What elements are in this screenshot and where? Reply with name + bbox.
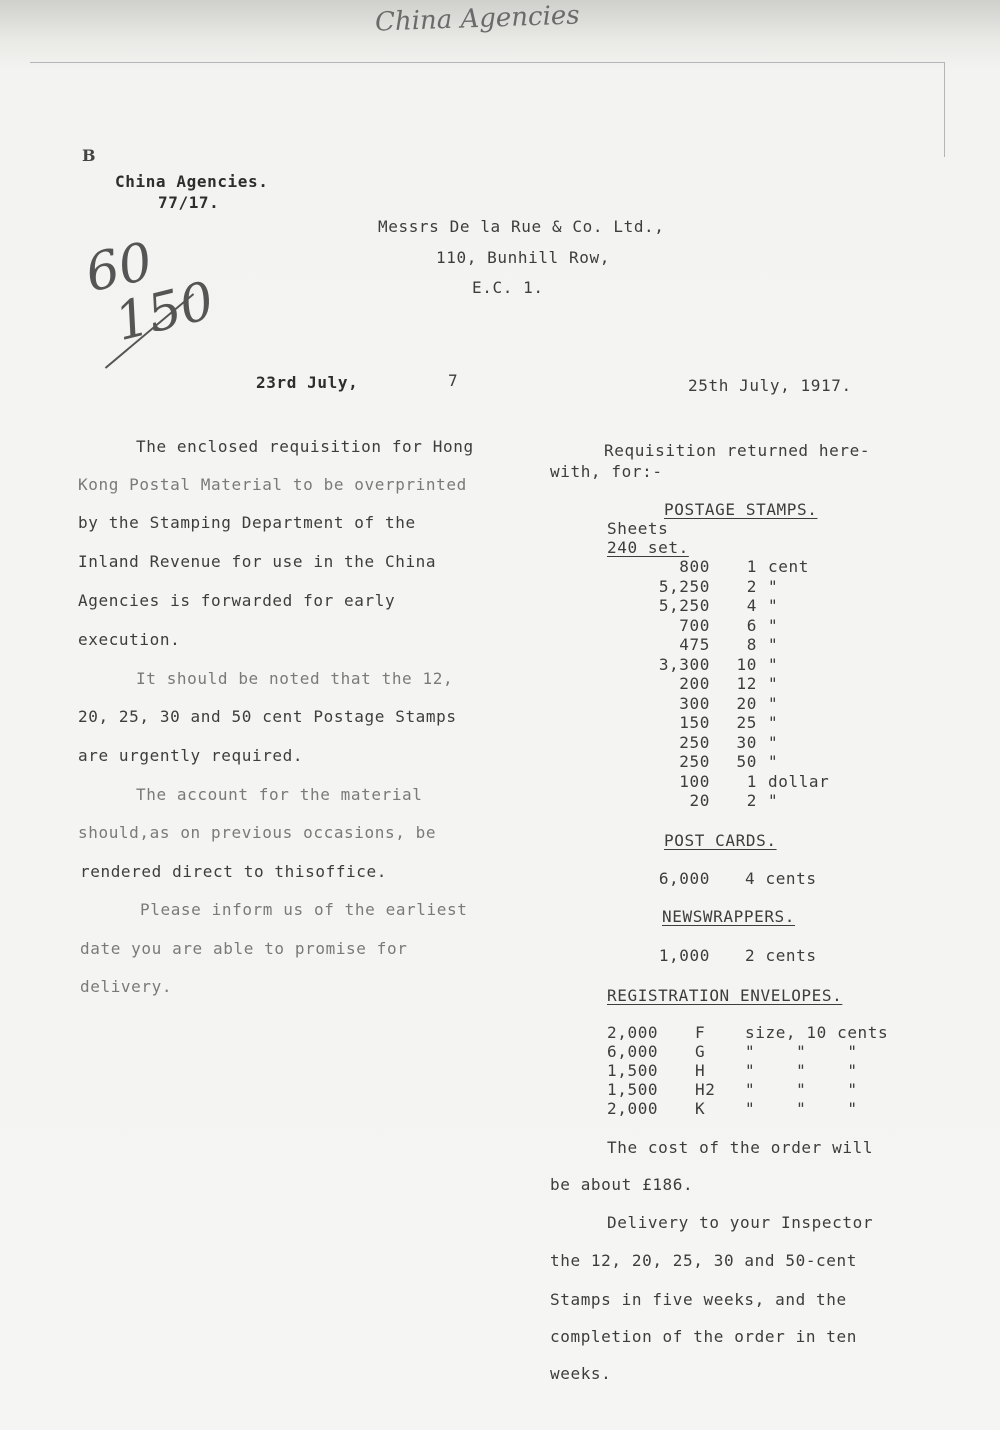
postage-value: 1 bbox=[746, 557, 757, 576]
postage-unit: dollar bbox=[768, 771, 830, 791]
closing-line: Delivery to your Inspector bbox=[607, 1213, 874, 1232]
registration-detail: " " " bbox=[745, 1042, 858, 1061]
newswrappers-heading: NEWSWRAPPERS. bbox=[662, 907, 796, 926]
addressee-line-2: 110, Bunhill Row, bbox=[436, 248, 610, 267]
postage-qty: 20 bbox=[689, 791, 710, 810]
sheets-label: Sheets bbox=[607, 519, 669, 538]
closing-line: The cost of the order will bbox=[607, 1138, 874, 1157]
handwritten-fraction-top: 60 bbox=[80, 231, 158, 305]
left-line: by the Stamping Department of the bbox=[78, 513, 416, 532]
postage-value: 30 bbox=[736, 732, 757, 752]
closing-line: Stamps in five weeks, and the bbox=[550, 1290, 847, 1309]
addressee-line-3: E.C. 1. bbox=[472, 278, 544, 297]
right-date: 25th July, 1917. bbox=[688, 376, 852, 395]
left-line: It should be noted that the 12, bbox=[136, 669, 454, 688]
postage-value: 50 bbox=[736, 752, 757, 771]
postage-qty: 5,250 bbox=[658, 576, 710, 596]
postage-value: 1 bbox=[746, 771, 757, 791]
postage-qty: 3,300 bbox=[658, 654, 710, 674]
postage-value: 8 bbox=[746, 635, 757, 654]
postage-unit: " bbox=[768, 596, 779, 615]
right-border-line bbox=[944, 62, 945, 157]
postage-unit: " bbox=[768, 752, 779, 771]
left-line: The enclosed requisition for Hong bbox=[136, 437, 474, 456]
postage-qty: 300 bbox=[679, 693, 710, 713]
file-ref-title: China Agencies. bbox=[115, 172, 269, 191]
left-line: delivery. bbox=[80, 977, 173, 996]
left-line: are urgently required. bbox=[78, 746, 304, 765]
requisition-intro-2: with, for:- bbox=[550, 462, 663, 481]
postage-qty: 150 bbox=[679, 713, 710, 732]
registration-qty: 1,500 bbox=[607, 1061, 659, 1080]
left-line: Inland Revenue for use in the China bbox=[78, 552, 437, 571]
postage-qty: 800 bbox=[679, 557, 710, 576]
left-line: execution. bbox=[78, 630, 181, 649]
left-line: should,as on previous occasions, be bbox=[78, 823, 437, 842]
registration-size: H2 bbox=[695, 1080, 716, 1099]
postage-qty: 475 bbox=[679, 635, 710, 654]
closing-line: the 12, 20, 25, 30 and 50-cent bbox=[550, 1251, 857, 1270]
left-line: The account for the material bbox=[136, 785, 423, 804]
registration-detail: size, 10 cents bbox=[745, 1023, 889, 1042]
registration-envelopes-heading: REGISTRATION ENVELOPES. bbox=[607, 986, 843, 1005]
left-line: rendered direct to thisoffice. bbox=[80, 862, 387, 881]
postage-stamps-heading: POSTAGE STAMPS. bbox=[664, 500, 818, 519]
postage-value: 2 bbox=[746, 791, 757, 810]
postage-unit: " bbox=[768, 635, 779, 654]
postage-unit: " bbox=[768, 791, 779, 810]
newswrappers-desc: 2 cents bbox=[745, 946, 817, 965]
post-cards-desc: 4 cents bbox=[745, 869, 817, 888]
registration-qty: 2,000 bbox=[607, 1023, 659, 1042]
postage-qty: 100 bbox=[679, 771, 710, 791]
handwritten-fraction-bottom: 150 bbox=[109, 270, 221, 354]
postage-value: 2 bbox=[746, 576, 757, 596]
closing-line: weeks. bbox=[550, 1364, 612, 1383]
top-border-line bbox=[30, 62, 945, 63]
margin-mark: B bbox=[82, 146, 96, 165]
postage-qty: 200 bbox=[679, 674, 710, 693]
closing-line: be about £186. bbox=[550, 1175, 694, 1194]
closing-line: completion of the order in ten bbox=[550, 1327, 857, 1346]
postage-unit: " bbox=[768, 615, 779, 635]
left-line: Please inform us of the earliest bbox=[140, 900, 468, 919]
postage-unit: " bbox=[768, 576, 779, 596]
registration-detail: " " " bbox=[745, 1080, 858, 1099]
postage-value: 20 bbox=[736, 693, 757, 713]
requisition-intro-1: Requisition returned here- bbox=[604, 441, 871, 460]
postage-value: 12 bbox=[736, 674, 757, 693]
registration-size: H bbox=[695, 1061, 706, 1080]
postage-qty: 250 bbox=[679, 732, 710, 752]
sheets-set: 240 set. bbox=[607, 538, 689, 557]
postage-unit: " bbox=[768, 654, 779, 674]
postage-value: 6 bbox=[746, 615, 757, 635]
left-date-number: 7 bbox=[448, 371, 459, 390]
registration-size: K bbox=[695, 1099, 706, 1118]
registration-detail: " " " bbox=[745, 1099, 858, 1118]
left-date: 23rd July, bbox=[256, 373, 359, 392]
file-ref-number: 77/17. bbox=[158, 193, 220, 212]
registration-detail: " " " bbox=[745, 1061, 858, 1080]
postage-unit: cent bbox=[768, 557, 809, 576]
postage-value: 4 bbox=[746, 596, 757, 615]
left-line: 20, 25, 30 and 50 cent Postage Stamps bbox=[78, 707, 457, 726]
postage-unit: " bbox=[768, 732, 779, 752]
registration-size: F bbox=[695, 1023, 706, 1042]
postage-value: 10 bbox=[736, 654, 757, 674]
postage-unit: " bbox=[768, 693, 779, 713]
registration-qty: 1,500 bbox=[607, 1080, 659, 1099]
post-cards-heading: POST CARDS. bbox=[664, 831, 777, 850]
post-cards-qty: 6,000 bbox=[658, 869, 710, 888]
registration-size: G bbox=[695, 1042, 706, 1061]
postage-unit: " bbox=[768, 674, 779, 693]
newswrappers-qty: 1,000 bbox=[658, 946, 710, 965]
left-line: date you are able to promise for bbox=[80, 939, 408, 958]
addressee-line-1: Messrs De la Rue & Co. Ltd., bbox=[378, 217, 665, 236]
registration-qty: 6,000 bbox=[607, 1042, 659, 1061]
registration-qty: 2,000 bbox=[607, 1099, 659, 1118]
postage-qty: 250 bbox=[679, 752, 710, 771]
postage-qty: 5,250 bbox=[658, 596, 710, 615]
postage-unit: " bbox=[768, 713, 779, 732]
handwritten-title: China Agencies bbox=[374, 0, 581, 38]
postage-qty: 700 bbox=[679, 615, 710, 635]
left-line: Kong Postal Material to be overprinted bbox=[78, 475, 467, 494]
left-line: Agencies is forwarded for early bbox=[78, 591, 396, 610]
postage-value: 25 bbox=[736, 713, 757, 732]
